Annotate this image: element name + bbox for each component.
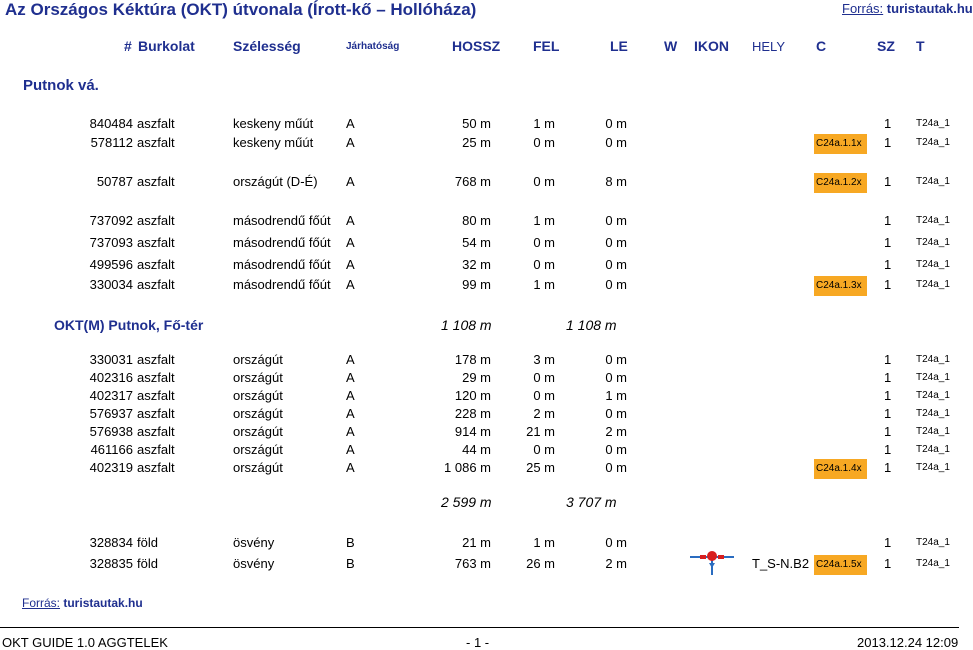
cell-sz: 1 xyxy=(884,388,892,403)
source-site: turistautak.hu xyxy=(886,1,973,16)
cell-bur: föld xyxy=(137,556,158,571)
header-ikon: IKON xyxy=(694,38,729,54)
cell-szel: országút xyxy=(233,406,283,421)
cell-id: 328835 xyxy=(89,556,133,571)
cell-id: 576937 xyxy=(89,406,133,421)
cell-jarh: A xyxy=(346,424,355,439)
stage1-total-length: 1 108 m xyxy=(441,317,492,333)
cell-t: T24a_1 xyxy=(916,408,950,419)
cell-hossz: 763 m xyxy=(454,556,491,571)
cell-fel: 0 m xyxy=(533,135,555,150)
cell-hossz: 25 m xyxy=(462,135,491,150)
cell-szel: másodrendű főút xyxy=(233,213,331,228)
table-row xyxy=(0,406,959,424)
cell-t: T24a_1 xyxy=(916,444,950,455)
cell-c: C24a.1.2x xyxy=(814,173,867,193)
cell-t: T24a_1 xyxy=(916,462,950,473)
cell-fel: 1 m xyxy=(533,277,555,292)
cell-le: 0 m xyxy=(605,257,627,272)
cell-hossz: 1 086 m xyxy=(444,460,491,475)
cell-id: 578112 xyxy=(90,135,133,150)
cell-jarh: A xyxy=(346,460,355,475)
cell-jarh: A xyxy=(346,406,355,421)
cell-le: 0 m xyxy=(605,370,627,385)
cell-sz: 1 xyxy=(884,257,892,272)
source-link[interactable]: Forrás: xyxy=(842,1,884,16)
cell-szel: másodrendű főút xyxy=(233,235,331,250)
cell-hossz: 80 m xyxy=(462,213,491,228)
cell-szel: országút xyxy=(233,352,283,367)
cell-sz: 1 xyxy=(884,442,892,457)
cell-t: T24a_1 xyxy=(916,137,950,148)
cell-szel: keskeny műút xyxy=(233,135,314,150)
cell-sz: 1 xyxy=(884,277,892,292)
cell-id: 737093 xyxy=(89,235,133,250)
cell-le: 0 m xyxy=(605,460,627,475)
cell-hossz: 32 m xyxy=(462,257,491,272)
cell-bur: aszfalt xyxy=(137,424,175,439)
header-fel: FEL xyxy=(533,38,560,54)
cell-id: 576938 xyxy=(89,424,133,439)
cell-sz: 1 xyxy=(884,116,892,131)
footer-date: 2013.12.24 12:09 xyxy=(857,635,959,650)
cell-hossz: 44 m xyxy=(462,442,491,457)
stage2-total-length: 2 599 m xyxy=(441,494,492,510)
header-w: W xyxy=(664,38,678,54)
cell-t: T24a_1 xyxy=(916,259,950,270)
cell-t: T24a_1 xyxy=(916,372,950,383)
stage2-total-cumulative: 3 707 m xyxy=(566,494,617,510)
cell-szel: másodrendű főút xyxy=(233,257,331,272)
table-row xyxy=(0,352,959,370)
cell-jarh: A xyxy=(346,116,355,131)
footer-divider xyxy=(0,627,959,628)
stage1-total-cumulative: 1 108 m xyxy=(566,317,617,333)
cell-bur: aszfalt xyxy=(137,406,175,421)
cell-t: T24a_1 xyxy=(916,354,950,365)
cell-t: T24a_1 xyxy=(916,118,950,129)
cell-hossz: 21 m xyxy=(462,535,491,550)
cell-jarh: A xyxy=(346,174,355,189)
header-le: LE xyxy=(610,38,628,54)
cell-le: 0 m xyxy=(605,406,627,421)
cell-hossz: 228 m xyxy=(454,406,491,421)
cell-bur: aszfalt xyxy=(137,257,175,272)
source-top xyxy=(842,1,973,16)
cell-szel: országút xyxy=(233,370,283,385)
cell-le: 0 m xyxy=(605,277,627,292)
cell-szel: országút (D-É) xyxy=(233,174,318,189)
cell-le: 0 m xyxy=(605,352,627,367)
cell-bur: aszfalt xyxy=(137,174,175,189)
footer-page-number: - 1 - xyxy=(466,635,490,650)
table-row xyxy=(0,174,959,192)
cell-id: 499596 xyxy=(89,257,133,272)
table-row xyxy=(0,135,959,153)
header-hely: HELY xyxy=(752,39,785,54)
cell-c: C24a.1.3x xyxy=(814,276,867,296)
cell-jarh: A xyxy=(346,388,355,403)
cell-c: C24a.1.1x xyxy=(814,134,867,154)
cell-bur: aszfalt xyxy=(137,352,175,367)
header-burkolat: Burkolat xyxy=(138,38,195,54)
cell-id: 330031 xyxy=(89,352,133,367)
header-jarhatosag: Járhatóság xyxy=(346,41,400,52)
cell-id: 328834 xyxy=(89,535,133,550)
cell-id: 50787 xyxy=(96,174,133,189)
cell-szel: országút xyxy=(233,388,283,403)
cell-bur: aszfalt xyxy=(137,277,175,292)
cell-hossz: 768 m xyxy=(454,174,491,189)
cell-jarh: A xyxy=(346,213,355,228)
table-row xyxy=(0,460,959,478)
cell-le: 2 m xyxy=(605,556,627,571)
cell-szel: országút xyxy=(233,460,283,475)
cell-le: 0 m xyxy=(605,442,627,457)
start-location: Putnok vá. xyxy=(23,77,99,94)
cell-fel: 0 m xyxy=(533,370,555,385)
table-row xyxy=(0,257,959,275)
cell-jarh: B xyxy=(346,556,355,571)
table-row xyxy=(0,277,959,295)
cell-sz: 1 xyxy=(884,406,892,421)
table-row xyxy=(0,370,959,388)
footer-source-site: turistautak.hu xyxy=(63,596,143,610)
cell-bur: aszfalt xyxy=(137,460,175,475)
cell-jarh: A xyxy=(346,235,355,250)
cell-sz: 1 xyxy=(884,460,892,475)
cell-sz: 1 xyxy=(884,535,892,550)
cell-bur: aszfalt xyxy=(137,135,175,150)
cell-le: 1 m xyxy=(605,388,627,403)
cell-le: 8 m xyxy=(605,174,627,189)
cell-fel: 0 m xyxy=(533,388,555,403)
cell-jarh: A xyxy=(346,442,355,457)
table-row xyxy=(0,213,959,231)
cell-bur: aszfalt xyxy=(137,442,175,457)
table-row xyxy=(0,535,959,553)
cell-le: 0 m xyxy=(605,213,627,228)
cell-fel: 3 m xyxy=(533,352,555,367)
table-row xyxy=(0,424,959,442)
cell-t: T24a_1 xyxy=(916,215,950,226)
cell-id: 330034 xyxy=(89,277,133,292)
header-t: T xyxy=(916,38,925,54)
cell-hely: T_S-N.B2 xyxy=(752,556,810,571)
cell-hossz: 54 m xyxy=(462,235,491,250)
cell-bur: aszfalt xyxy=(137,116,175,131)
page-title: Az Országos Kéktúra (OKT) útvonala (Írott-kő – Hollóháza) xyxy=(5,0,477,19)
header-szelesseg: Szélesség xyxy=(233,38,301,54)
cell-fel: 1 m xyxy=(533,116,555,131)
cell-jarh: A xyxy=(346,257,355,272)
table-row xyxy=(0,116,959,134)
cell-sz: 1 xyxy=(884,352,892,367)
cell-fel: 0 m xyxy=(533,174,555,189)
cell-t: T24a_1 xyxy=(916,279,950,290)
cell-id: 461166 xyxy=(90,442,133,457)
cell-sz: 1 xyxy=(884,213,892,228)
cell-jarh: A xyxy=(346,352,355,367)
cell-fel: 2 m xyxy=(533,406,555,421)
cell-jarh: B xyxy=(346,535,355,550)
cell-le: 0 m xyxy=(605,535,627,550)
cell-fel: 0 m xyxy=(533,235,555,250)
cell-szel: ösvény xyxy=(233,556,275,571)
cell-t: T24a_1 xyxy=(916,426,950,437)
cell-szel: országút xyxy=(233,442,283,457)
cell-le: 2 m xyxy=(605,424,627,439)
cell-szel: ösvény xyxy=(233,535,275,550)
table-row xyxy=(0,235,959,253)
cell-id: 402317 xyxy=(89,388,133,403)
cell-sz: 1 xyxy=(884,174,892,189)
cell-jarh: A xyxy=(346,370,355,385)
cell-szel: másodrendű főút xyxy=(233,277,331,292)
cell-le: 0 m xyxy=(605,135,627,150)
cell-t: T24a_1 xyxy=(916,237,950,248)
cell-hossz: 914 m xyxy=(454,424,491,439)
cell-fel: 0 m xyxy=(533,257,555,272)
stage-name: OKT(M) Putnok, Fő-tér xyxy=(54,317,204,333)
cell-hossz: 29 m xyxy=(462,370,491,385)
cell-jarh: A xyxy=(346,277,355,292)
cell-bur: föld xyxy=(137,535,158,550)
table-row xyxy=(0,442,959,460)
cell-fel: 0 m xyxy=(533,442,555,457)
cell-bur: aszfalt xyxy=(137,388,175,403)
cell-fel: 26 m xyxy=(526,556,555,571)
header-num: # xyxy=(124,38,132,54)
cell-hossz: 99 m xyxy=(462,277,491,292)
header-hossz: HOSSZ xyxy=(452,38,501,54)
cell-c: C24a.1.5x xyxy=(814,555,867,575)
cell-sz: 1 xyxy=(884,424,892,439)
cell-id: 737092 xyxy=(89,213,133,228)
footer-left: OKT GUIDE 1.0 AGGTELEK xyxy=(2,635,168,650)
table-row xyxy=(0,388,959,406)
cell-fel: 1 m xyxy=(533,213,555,228)
cell-sz: 1 xyxy=(884,135,892,150)
cell-hossz: 50 m xyxy=(462,116,491,131)
header-c: C xyxy=(816,38,827,54)
cell-hossz: 178 m xyxy=(454,352,491,367)
cell-id: 402319 xyxy=(89,460,133,475)
cell-sz: 1 xyxy=(884,556,892,571)
cell-c: C24a.1.4x xyxy=(814,459,867,479)
cell-szel: keskeny műút xyxy=(233,116,314,131)
footer-source xyxy=(22,596,143,610)
cell-bur: aszfalt xyxy=(137,213,175,228)
cell-fel: 1 m xyxy=(533,535,555,550)
cell-fel: 21 m xyxy=(526,424,555,439)
cell-t: T24a_1 xyxy=(916,390,950,401)
cell-bur: aszfalt xyxy=(137,235,175,250)
cell-szel: országút xyxy=(233,424,283,439)
cell-id: 402316 xyxy=(89,370,133,385)
cell-fel: 25 m xyxy=(526,460,555,475)
footer-source-link[interactable]: Forrás: xyxy=(22,596,61,610)
header-sz: SZ xyxy=(877,38,895,54)
cell-t: T24a_1 xyxy=(916,558,950,569)
cell-t: T24a_1 xyxy=(916,176,950,187)
cell-sz: 1 xyxy=(884,235,892,250)
table-row xyxy=(0,556,959,574)
cell-le: 0 m xyxy=(605,235,627,250)
cell-le: 0 m xyxy=(605,116,627,131)
cell-t: T24a_1 xyxy=(916,537,950,548)
cell-hossz: 120 m xyxy=(454,388,491,403)
cell-jarh: A xyxy=(346,135,355,150)
trail-sign-icon xyxy=(690,549,734,575)
cell-bur: aszfalt xyxy=(137,370,175,385)
cell-id: 840484 xyxy=(89,116,133,131)
cell-sz: 1 xyxy=(884,370,892,385)
